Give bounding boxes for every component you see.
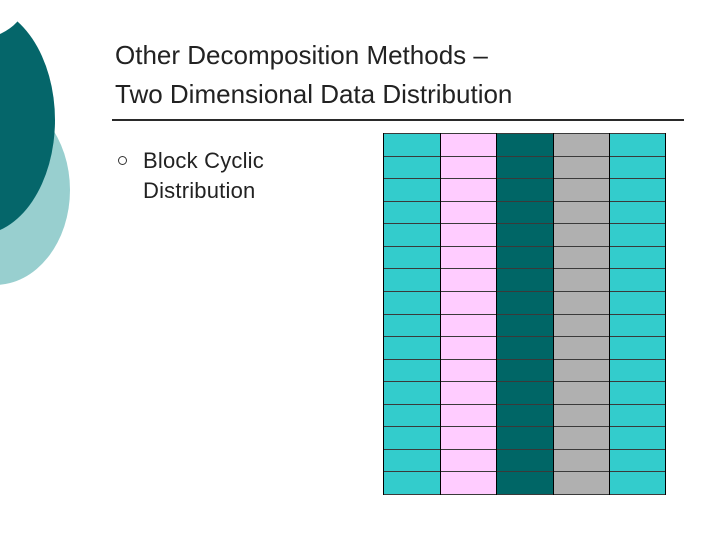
grid-cell: [610, 359, 665, 382]
grid-cell: [554, 133, 610, 156]
grid-cell: [441, 291, 497, 314]
bullet-text-line: Block Cyclic: [143, 148, 264, 173]
grid-cell: [497, 133, 553, 156]
grid-cell: [554, 178, 610, 201]
grid-cell: [610, 471, 665, 495]
grid-column: [383, 133, 440, 495]
grid-column: [553, 133, 610, 495]
grid-cell: [441, 156, 497, 179]
grid-cell: [497, 471, 553, 495]
grid-cell: [497, 359, 553, 382]
grid-column: [609, 133, 666, 495]
grid-cell: [610, 133, 665, 156]
grid-cell: [610, 268, 665, 291]
grid-cell: [610, 314, 665, 337]
grid-cell: [497, 291, 553, 314]
grid-cell: [441, 336, 497, 359]
block-cyclic-grid: [383, 133, 666, 495]
grid-cell: [497, 246, 553, 269]
grid-cell: [384, 336, 440, 359]
grid-cell: [554, 201, 610, 224]
grid-cell: [554, 381, 610, 404]
grid-cell: [384, 268, 440, 291]
grid-cell: [554, 359, 610, 382]
grid-cell: [497, 201, 553, 224]
grid-cell: [610, 246, 665, 269]
grid-cell: [384, 133, 440, 156]
grid-cell: [610, 404, 665, 427]
grid-cell: [610, 449, 665, 472]
bullet-text: [143, 146, 264, 206]
grid-cell: [610, 291, 665, 314]
grid-cell: [384, 381, 440, 404]
grid-cell: [384, 404, 440, 427]
grid-cell: [384, 156, 440, 179]
grid-cell: [554, 156, 610, 179]
grid-cell: [441, 426, 497, 449]
grid-cell: [441, 359, 497, 382]
slide-title-line: Other Decomposition Methods –: [115, 40, 488, 70]
grid-cell: [497, 449, 553, 472]
grid-cell: [610, 223, 665, 246]
grid-cell: [441, 314, 497, 337]
grid-cell: [554, 291, 610, 314]
grid-cell: [554, 471, 610, 495]
grid-column: [440, 133, 497, 495]
grid-cell: [441, 133, 497, 156]
grid-cell: [384, 201, 440, 224]
grid-cell: [554, 426, 610, 449]
grid-cell: [497, 381, 553, 404]
grid-cell: [497, 336, 553, 359]
grid-cell: [441, 201, 497, 224]
grid-cell: [384, 449, 440, 472]
grid-cell: [497, 268, 553, 291]
bullet-text-line: Distribution: [143, 178, 256, 203]
hollow-circle-bullet-icon: [118, 156, 127, 165]
grid-cell: [497, 404, 553, 427]
grid-cell: [497, 426, 553, 449]
grid-cell: [497, 156, 553, 179]
grid-cell: [554, 314, 610, 337]
grid-cell: [610, 381, 665, 404]
grid-cell: [441, 246, 497, 269]
grid-cell: [497, 314, 553, 337]
slide-title: [115, 36, 512, 114]
grid-cell: [497, 178, 553, 201]
grid-cell: [384, 471, 440, 495]
grid-cell: [554, 223, 610, 246]
grid-cell: [384, 178, 440, 201]
grid-cell: [610, 336, 665, 359]
grid-cell: [610, 178, 665, 201]
grid-cell: [441, 381, 497, 404]
grid-cell: [554, 246, 610, 269]
grid-cell: [384, 314, 440, 337]
title-underline: [112, 119, 684, 121]
grid-column: [496, 133, 553, 495]
grid-cell: [554, 404, 610, 427]
grid-cell: [441, 178, 497, 201]
slide-title-line: Two Dimensional Data Distribution: [115, 79, 513, 109]
grid-cell: [441, 471, 497, 495]
grid-cell: [554, 268, 610, 291]
grid-cell: [441, 449, 497, 472]
grid-cell: [554, 449, 610, 472]
grid-cell: [384, 426, 440, 449]
grid-cell: [610, 201, 665, 224]
grid-cell: [610, 156, 665, 179]
grid-cell: [441, 404, 497, 427]
grid-cell: [384, 291, 440, 314]
grid-cell: [554, 336, 610, 359]
grid-cell: [384, 246, 440, 269]
grid-cell: [441, 223, 497, 246]
grid-cell: [497, 223, 553, 246]
grid-cell: [441, 268, 497, 291]
grid-cell: [610, 426, 665, 449]
grid-cell: [384, 223, 440, 246]
grid-cell: [384, 359, 440, 382]
